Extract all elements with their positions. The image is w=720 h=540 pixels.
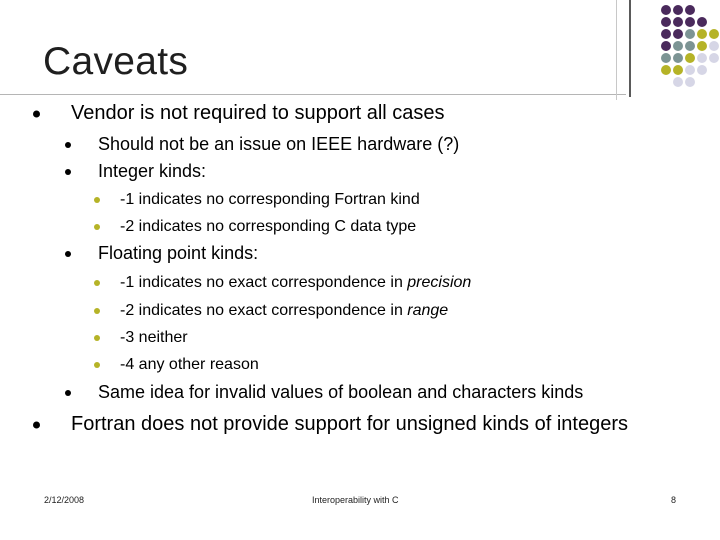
decor-dot [697,17,707,27]
bullet-marker [33,110,40,117]
bullet-text: -1 indicates no exact correspondence in [120,274,408,291]
bullet-text: Fortran does not provide support for unsigned kinds of integers [71,413,628,435]
footer-center-text: Interoperability with C [312,495,399,505]
bullet-text: -2 indicates no corresponding C data type [120,218,417,235]
bullet-emphasis: precision [407,274,472,291]
bullet-level1 [71,413,628,436]
bullet-marker [65,169,71,175]
decor-dot [709,29,719,39]
bullet-marker [94,362,100,368]
slide-title: Caveats [43,40,189,83]
decor-dot [661,41,671,51]
decor-dot [661,53,671,63]
vertical-divider-light [616,0,617,100]
vertical-divider-dark [629,0,631,97]
decor-dot [661,29,671,39]
footer-date: 2/12/2008 [44,495,85,505]
bullet-marker [33,421,40,428]
bullet-marker [65,142,71,148]
decor-dot [685,17,695,27]
bullet-text: Integer kinds: [98,161,207,181]
decor-dot [673,65,683,75]
bullet-marker [65,251,71,257]
decor-dot [685,77,695,87]
bullet-text: Floating point kinds: [98,243,259,263]
bullet-level2 [98,134,459,155]
decor-dot [673,29,683,39]
decor-dot [673,5,683,15]
decor-dot [685,65,695,75]
decor-dot [673,53,683,63]
decor-dot [685,41,695,51]
decor-dot [673,77,683,87]
bullet-level3 [120,356,259,374]
decor-dot [685,53,695,63]
bullet-emphasis: range [407,302,449,319]
decor-dot [685,5,695,15]
bullet-level2 [98,243,258,264]
bullet-marker [94,308,100,314]
decor-dot [709,53,719,63]
bullet-level3 [120,329,188,347]
decor-dot [697,53,707,63]
decor-dot [697,65,707,75]
bullet-level3 [120,191,420,209]
decor-dot [709,41,719,51]
title-divider [0,94,626,95]
bullet-marker [94,280,100,286]
decor-dot [685,29,695,39]
bullet-text: Should not be an issue on IEEE hardware (?) [98,134,460,154]
bullet-marker [94,335,100,341]
bullet-level2 [98,382,583,403]
bullet-text: -4 any other reason [120,356,259,373]
bullet-level3 [120,302,448,320]
bullet-text: Same idea for invalid values of boolean and characters kinds [98,382,584,402]
bullet-marker [65,390,71,396]
decor-dot [661,5,671,15]
bullet-level3 [120,274,471,292]
decor-dot [697,41,707,51]
page-number: 8 [671,495,677,505]
bullet-level3 [120,218,416,236]
decor-dot [673,41,683,51]
bullet-marker [94,197,100,203]
decor-dot [673,17,683,27]
bullet-text: -3 neither [120,329,188,346]
bullet-level1 [71,102,445,125]
decor-dot [661,17,671,27]
decor-dot [697,29,707,39]
bullet-text: -1 indicates no corresponding Fortran kind [120,191,420,208]
bullet-level2 [98,161,206,182]
bullet-marker [94,224,100,230]
bullet-text: -2 indicates no exact correspondence in [120,302,408,319]
bullet-text: Vendor is not required to support all cases [71,102,445,124]
decor-dot [661,65,671,75]
